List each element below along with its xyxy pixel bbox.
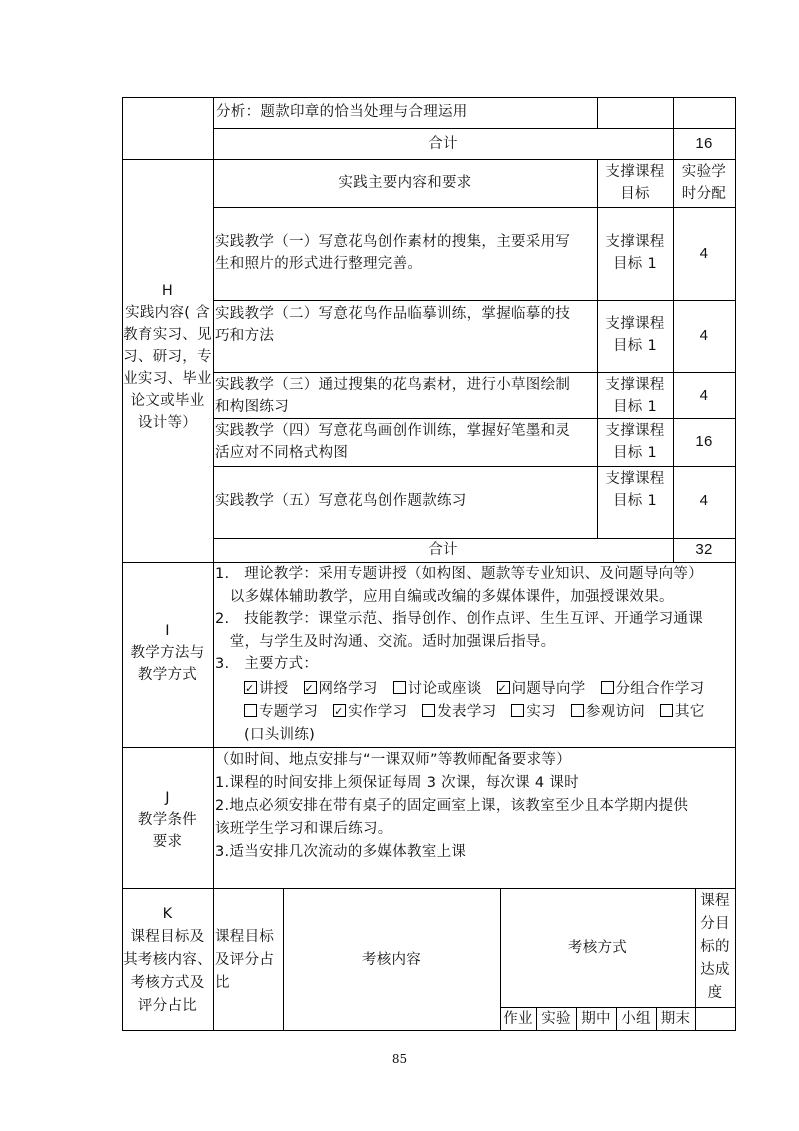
- col-achieve-line: 达成: [700, 962, 730, 978]
- col-achieve-line: 分目: [700, 916, 730, 932]
- conditions-line: （如时间、地点安排与“一课双师”等教师配备要求等）: [215, 752, 572, 768]
- support-line: 支撑课程: [605, 423, 665, 439]
- col-content-header: 考核内容: [361, 952, 422, 968]
- page-number: 85: [391, 1052, 408, 1066]
- subcol-group: 小组: [621, 1011, 651, 1027]
- option-label: 参观访问: [585, 704, 646, 720]
- col-method-header: 考核方式: [567, 940, 628, 956]
- option-label: 发表学习: [437, 704, 497, 720]
- support-line: 支撑课程: [605, 234, 665, 250]
- checkbox-empty-icon[interactable]: [393, 681, 406, 694]
- total-label: 合计: [428, 136, 458, 152]
- row-text-line: 生和照片的形式进行整理完善。: [215, 256, 423, 272]
- row-2-hours: 4: [699, 327, 709, 344]
- col-goal-line: 比: [215, 975, 230, 991]
- conditions-line: 3.适当安排几次流动的多媒体教室上课: [215, 844, 467, 860]
- section-title-line: 教学方式: [137, 667, 198, 683]
- row-text-line: 实践教学（五）写意花鸟创作题款练习: [215, 493, 467, 509]
- total-value: 16: [695, 135, 713, 152]
- row-1-hours: 4: [699, 245, 709, 262]
- option-online[interactable]: [304, 681, 378, 697]
- option-group[interactable]: [601, 681, 705, 697]
- row-text-line: 实践教学（三）通过搜集的花鸟素材，进行小草图绘制: [215, 377, 571, 393]
- option-label: 问题导向学: [511, 681, 586, 697]
- practice-row-4: [215, 420, 570, 464]
- section-letter: I: [165, 623, 170, 639]
- subcol-homework: 作业: [503, 1011, 533, 1027]
- option-visit[interactable]: [571, 704, 645, 720]
- section-h-label: [122, 280, 213, 434]
- option-lecture[interactable]: [244, 681, 289, 697]
- checkbox-checked-icon[interactable]: [333, 704, 346, 717]
- checkbox-empty-icon[interactable]: [422, 704, 435, 717]
- option-label: 其它: [675, 704, 705, 720]
- section-j-label: [122, 787, 213, 853]
- support-line: 支撑课程: [605, 471, 665, 487]
- option-presentation[interactable]: [422, 704, 496, 720]
- option-label: 讨论或座谈: [407, 681, 482, 697]
- header-hours-line: 时分配: [681, 186, 727, 202]
- subcol-final: 期末: [660, 1011, 691, 1027]
- col-goal-line: 课程目标: [215, 929, 275, 945]
- row-text-line: 和构图练习: [215, 399, 289, 415]
- checkbox-checked-icon[interactable]: [304, 681, 317, 694]
- row-1-support: [597, 231, 673, 275]
- methods-options-row-1: [244, 678, 704, 700]
- option-label: 实作学习: [348, 704, 408, 720]
- practice-row-5: [215, 490, 467, 512]
- checkbox-checked-icon[interactable]: [497, 681, 510, 694]
- option-topic[interactable]: [244, 704, 318, 720]
- row-text-line: 巧和方法: [215, 328, 275, 344]
- checkbox-empty-icon[interactable]: [601, 681, 614, 694]
- section-letter: H: [161, 283, 174, 299]
- section-title-line: 教学方法与: [130, 645, 205, 661]
- methods-other-text: (口头训练): [244, 727, 316, 743]
- section-k-label: [122, 903, 213, 1018]
- header-support-line: 目标: [620, 186, 650, 202]
- col-achieve-line: 度: [707, 985, 723, 1001]
- conditions-line: 该班学生学习和课后练习。: [215, 821, 393, 837]
- header-support-line: 支撑课程: [605, 164, 665, 180]
- row-4-support: [597, 420, 673, 464]
- row-text-line: 实践教学（一）写意花鸟创作素材的搜集，主要采用写: [215, 234, 571, 250]
- section-title-line: 其考核内容、: [123, 952, 212, 968]
- section-title-line: 教学条件: [137, 812, 198, 828]
- section-title-line: 设计等）: [137, 415, 198, 431]
- section-title-line: 要求: [152, 834, 183, 850]
- support-line: 目标 1: [612, 493, 658, 509]
- practice-row-3: [215, 374, 570, 418]
- support-line: 支撑课程: [605, 316, 665, 332]
- checkbox-empty-icon[interactable]: [571, 704, 584, 717]
- methods-line: 以多媒体辅助教学，应用自编或改编的多媒体课件，加强授课效果。: [215, 588, 674, 605]
- row-text-line: 活应对不同格式构图: [215, 445, 349, 461]
- practice-row-1: [215, 231, 570, 275]
- option-label: 分组合作学习: [615, 681, 705, 697]
- methods-line: 2. 技能教学：课堂示范、指导创作、创作点评、生生互评、开通学习通课: [215, 611, 704, 627]
- option-label: 实习: [526, 704, 556, 720]
- methods-text: [215, 563, 703, 676]
- row-text-line: 实践教学（二）写意花鸟作品临摹训练，掌握临摹的技: [215, 306, 571, 322]
- support-line: 目标 1: [612, 338, 658, 354]
- practice-row-2: [215, 303, 570, 347]
- option-practical[interactable]: [333, 704, 407, 720]
- row-4-hours: 16: [695, 433, 713, 450]
- section-title-line: 论文或毕业: [130, 393, 205, 409]
- methods-line: 1. 理论教学：采用专题讲授（如构图、题款等专业知识、及问题导向等）: [215, 566, 704, 582]
- row-3-support: [597, 374, 673, 418]
- analysis-row-text: 分析：题款印章的恰当处理与合理运用: [216, 104, 468, 120]
- support-line: 目标 1: [612, 256, 658, 272]
- support-line: 目标 1: [612, 399, 658, 415]
- checkbox-empty-icon[interactable]: [511, 704, 524, 717]
- section-title-line: 评分占比: [137, 998, 198, 1014]
- conditions-line: 2.地点必须安排在带有桌子的固定画室上课，该教室至少且本学期内提供: [215, 798, 689, 814]
- practice-total-value: 32: [695, 541, 713, 558]
- section-letter: J: [165, 790, 170, 806]
- col-achieve-line: 课程: [700, 893, 730, 909]
- header-support: [597, 161, 673, 205]
- header-content: 实践主要内容和要求: [338, 175, 472, 191]
- col-goal-header: [215, 926, 274, 995]
- col-achieve-line: 标的: [700, 939, 730, 955]
- methods-line: 堂，与学生及时沟通、交流。适时加强课后指导。: [215, 633, 556, 650]
- checkbox-empty-icon[interactable]: [244, 704, 257, 717]
- practice-total-label: 合计: [428, 542, 458, 558]
- section-i-label: [122, 620, 213, 686]
- section-letter: K: [162, 906, 173, 922]
- section-title-line: 课程目标及: [130, 929, 205, 945]
- option-other[interactable]: [660, 704, 705, 720]
- header-hours-line: 实验学: [681, 164, 727, 180]
- section-title-line: 实践内容( 含: [125, 305, 210, 321]
- option-problem-oriented[interactable]: [497, 681, 586, 697]
- row-2-support: [597, 313, 673, 357]
- option-label: 专题学习: [259, 704, 319, 720]
- subcol-midterm: 期中: [581, 1011, 611, 1027]
- row-3-hours: 4: [699, 387, 709, 404]
- option-label: 讲授: [259, 681, 289, 697]
- conditions-line: 1.课程的时间安排上须保证每周 3 次课，每次课 4 课时: [215, 775, 579, 791]
- support-line: 目标 1: [612, 445, 658, 461]
- checkbox-empty-icon[interactable]: [660, 704, 673, 717]
- methods-options-row-2: [244, 701, 705, 723]
- col-goal-line: 及评分占: [215, 952, 275, 968]
- header-hours: [673, 161, 735, 205]
- checkbox-checked-icon[interactable]: [244, 681, 257, 694]
- row-5-hours: 4: [699, 492, 709, 509]
- option-discussion[interactable]: [393, 681, 482, 697]
- conditions-text: [215, 749, 688, 864]
- section-title-line: 考核方式及: [130, 975, 205, 991]
- option-label: 网络学习: [318, 681, 378, 697]
- section-title-line: 业实习、毕业: [123, 371, 212, 387]
- row-text-line: 实践教学（四）写意花鸟画创作训练，掌握好笔墨和灵: [215, 423, 571, 439]
- section-title-line: 习、研习，专: [123, 349, 212, 365]
- subcol-experiment: 实验: [541, 1011, 571, 1027]
- col-achieve-header: [695, 890, 735, 1005]
- row-5-support: [597, 468, 673, 512]
- support-line: 支撑课程: [605, 377, 665, 393]
- methods-line: 3. 主要方式：: [215, 656, 319, 672]
- option-internship[interactable]: [511, 704, 556, 720]
- section-title-line: 教育实习、见: [123, 327, 212, 343]
